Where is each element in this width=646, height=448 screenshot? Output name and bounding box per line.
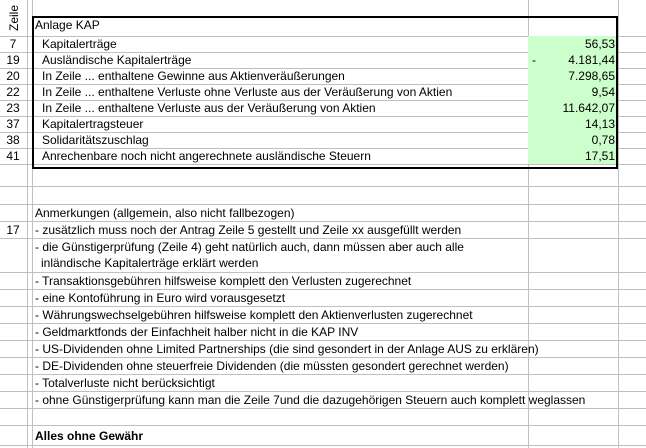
value-cell[interactable]: 11.642,07 (528, 100, 618, 116)
row-label: Kapitalerträge (42, 37, 117, 51)
note-line: - DE-Dividenden ohne steuerfreie Dividenden (die müssten gesondert gerechnet werden) (35, 359, 509, 373)
row-label: Anrechenbare noch nicht angerechnete ausländische Steuern (42, 149, 371, 163)
value-cell[interactable]: 17,51 (528, 148, 618, 164)
value-cell[interactable]: 56,53 (528, 36, 618, 52)
row-zeile: 41 (6, 149, 20, 163)
note-line: - US-Dividenden ohne Limited Partnerships (die sind gesondert in der Anlage AUS zu erklären) (35, 342, 539, 356)
notes-title: Anmerkungen (allgemein, also nicht fallbezogen) (35, 206, 295, 220)
value-cell[interactable]: 7.298,65 (528, 68, 618, 84)
gridline (0, 425, 646, 426)
note-line: - Transaktionsgebühren hilfsweise komplett den Verlusten zugerechnet (35, 274, 412, 288)
note-line: - ohne Günstigerprüfung kann man die Zeile 7und die dazugehörigen Steuern auch komplett weglassen (35, 393, 586, 407)
row-label: Kapitalertragsteuer (42, 117, 144, 131)
gridline (0, 186, 646, 187)
note-line: - Geldmarktfonds der Einfachheit halber nicht in die KAP INV (35, 325, 359, 339)
value-cell[interactable]: 0,78 (528, 132, 618, 148)
section-title: Anlage KAP (35, 18, 100, 32)
row-zeile: 20 (6, 69, 20, 83)
note-line: - die Günstigerprüfung (Zeile 4) geht natürlich auch, dann müssen aber auch alle (35, 240, 464, 254)
row-label: In Zeile ... enthaltene Gewinne aus Aktienveräußerungen (42, 69, 345, 83)
row-zeile: 38 (6, 133, 20, 147)
negative-sign: - (532, 53, 536, 67)
row-label: In Zeile ... enthaltene Verluste ohne Verluste aus der Veräußerung von Aktien (42, 85, 453, 99)
row-zeile: 23 (6, 101, 20, 115)
note-line: inländische Kapitalerträge erklärt werden (41, 256, 259, 270)
note-line: - Totalverluste nicht berücksichtigt (35, 376, 215, 390)
notes-zeile: 17 (6, 223, 20, 237)
gridline (0, 164, 646, 165)
row-label: Ausländische Kapitalerträge (42, 53, 192, 67)
gridline (0, 408, 646, 409)
value-cell[interactable]: 4.181,44 (528, 52, 618, 68)
disclaimer: Alles ohne Gewähr (35, 429, 144, 443)
value-cell[interactable]: 14,13 (528, 116, 618, 132)
row-label: In Zeile ... enthaltene Verluste aus der Veräußerung von Aktien (42, 101, 376, 115)
column-header-zeile (1, 0, 27, 36)
row-label: Solidaritätszuschlag (42, 133, 149, 147)
row-zeile: 22 (6, 85, 20, 99)
row-zeile: 37 (6, 117, 20, 131)
note-line: - Währungswechselgebühren hilfsweise komplett den Aktienverlusten zugerechnet (35, 308, 473, 322)
row-zeile: 19 (6, 53, 20, 67)
note-line: - eine Kontoführung in Euro wird vorausgesetzt (35, 291, 286, 305)
value-cell[interactable]: 9,54 (528, 84, 618, 100)
note-line: - zusätzlich muss noch der Antrag Zeile 5 gestellt und Zeile xx ausgefüllt werden (35, 223, 462, 237)
column-header-label: Zeile (7, 4, 21, 32)
row-zeile: 7 (9, 37, 17, 51)
gridline (0, 445, 646, 446)
